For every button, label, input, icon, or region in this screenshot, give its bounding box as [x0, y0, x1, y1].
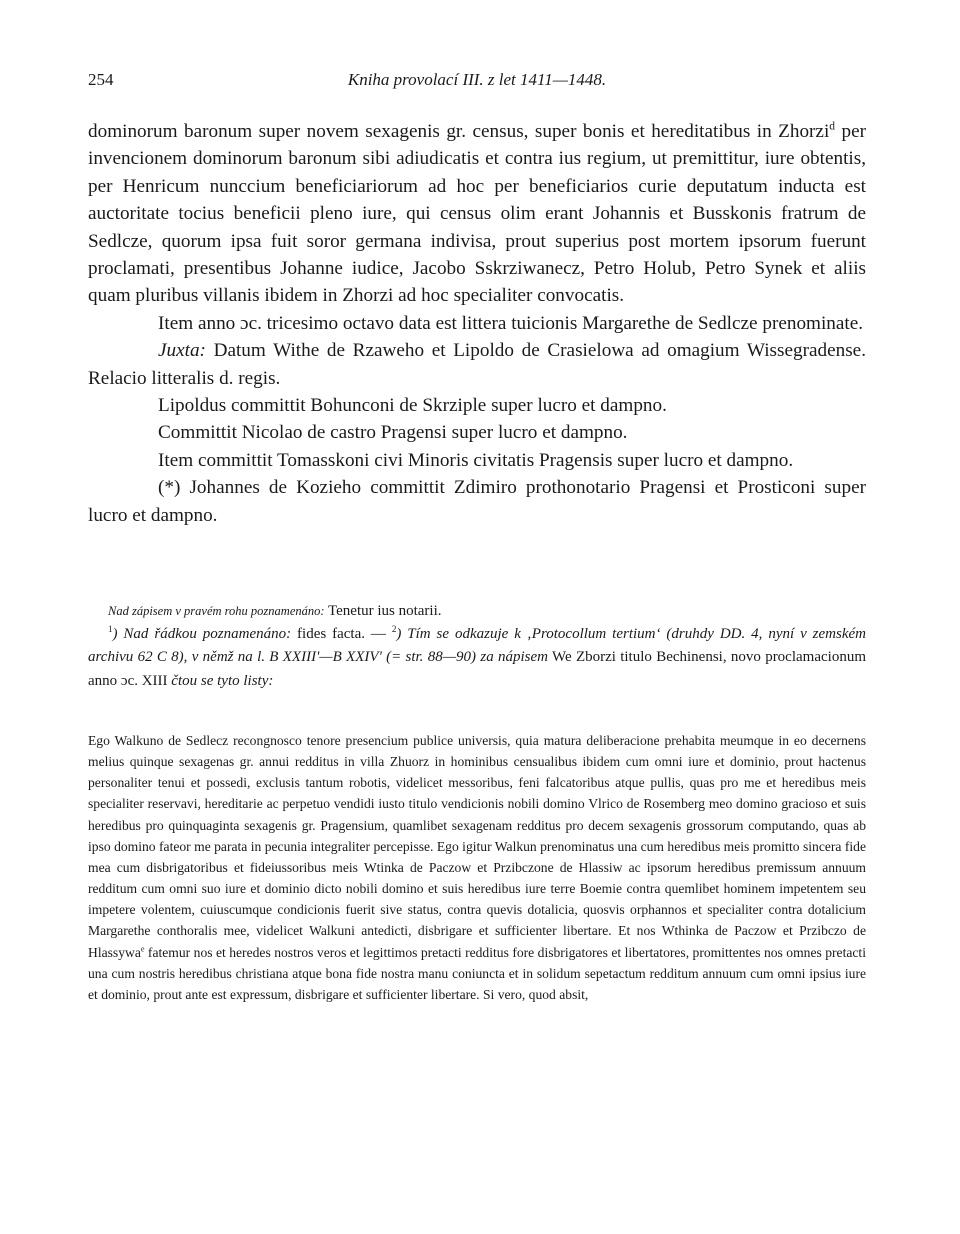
footnote-ref-d: d	[829, 120, 836, 133]
paragraph-2: Item anno ɔc. tricesimo octavo data est littera tuicionis Margarethe de Sedlcze prenominate.	[158, 312, 864, 334]
note-2-label: ) Tím se odkazuje k ‚Protocollum tertium‘ (druhdy DD. 4, nyní v zemském archivu 62 C 8), v němž na l. B XXIII'—B XXIV' (= str. 88—90) za nápisem	[88, 626, 866, 666]
paragraph-1	[88, 118, 866, 310]
charter-text-1: Ego Walkuno de Sedlecz recongnosco tenore presencium publice universis, quia matura deliberacione prehabita meumque in eo decernens melius quinque sexagenas gr. annui redditus in villa Zhuorz in hominibus censualibus ibidem cum omni iure et dominio, prout hactenus personaliter tenui et possedi, exclusis tantum robotis, videlicet messoribus, feni falcatoribus atque pullis, quas pro me et heredibus meis specialiter reservavi, hereditarie ac perpetuo vendidi iusto titulo vendicionis nobili domino Vlrico de Rosemberg meo domino gracioso et suis heredibus pro quinquaginta sexagenis gr. Pragensium, quamlibet sexagenam redditus pro decem sexagenis grossorum computando, quas ab ipso domino fateor me parata in pecunia integraliter percepisse. Ego igitur Walkun prenominatus una cum heredibus meis promitto sincera fide mea cum disbrigatoribus et fideiussoribus meis Wtinka de Paczow et Przibczone de Hlassiw ac ipsorum heredibus premissum annuum redditum cum omni suo iure et dominio dicto nobili domino et suis heredibus iure terre Boemie contra quemlibet hominem impetentem seu impetere volentem, cuiuscumque condicionis fuerit sive status, contra quevis dotalicia, quosvis orphannos et specialiter contra dotalicium Margarethe conthoralis mee, videlicet Walkuni antedicti, disbrigare et sufficienter libertare. Et nos Wthinka de Paczow et Przibczo de Hlassywa	[88, 733, 866, 960]
note-1-text: fides facta. —	[291, 626, 392, 643]
note-1-num: 1	[108, 624, 113, 635]
paragraph-7: (*) Johannes de Kozieho committit Zdimiro prothonotario Pragensi et Prosticoni super lucro et dampno.	[88, 477, 866, 526]
note-1-2	[88, 623, 866, 693]
note-1-label: ) Nad řádkou poznamenáno:	[112, 626, 292, 643]
note-2-text: We Zborzi titulo Bechinensi, novo proclamacionum anno ɔc. XIII	[88, 649, 866, 689]
footnote-ref-e: e	[140, 944, 145, 954]
paragraph-3	[88, 337, 866, 392]
note-0-label: Nad zápisem v pravém rohu poznamenáno:	[108, 604, 325, 618]
paragraph-4: Lipoldus committit Bohunconi de Skrziple super lucro et dampno.	[158, 395, 667, 417]
paragraph-3-text: Datum Withe de Rzaweho et Lipoldo de Crasielowa ad omagium Wissegradense. Relacio litteralis d. regis.	[88, 340, 866, 389]
editor-notes	[88, 600, 866, 693]
running-head: Kniha provolací III. z let 1411—1448.	[347, 70, 607, 89]
note-2-tail: čtou se tyto listy:	[171, 672, 274, 689]
paragraph-1-text: dominorum baronum super novem sexagenis gr. census, super bonis et hereditatibus in Zhorzi	[88, 121, 830, 142]
page-header	[88, 70, 866, 96]
paragraph-1-text-cont: per invencionem dominorum baronum sibi adiudicatis et contra ius regium, ut premittitur, iure obtentis, per Henricum nunccium beneficiariorum ad hoc per beneficiarios curie deputatum inducta est auctoritate tocius beneficii pleno iure, qui census olim erant Johannis et Busskonis fratrum de Sedlcze, quorum ipsa fuit soror germana indivisa, prout superius post mortem ipsorum fuerunt proclamati, presentibus Johanne iudice, Jacobo Sskrziwanecz, Petro Holub, Petro Synek et aliis quam pluribus villanis ibidem in Zhorzi ad hoc specialiter convocatis.	[88, 121, 866, 307]
main-text	[88, 118, 866, 529]
page-number: 254	[88, 70, 114, 89]
note-0	[88, 600, 866, 623]
charter-paragraph	[88, 730, 866, 1005]
note-0-text: Tenetur ius notarii.	[324, 603, 442, 619]
charter-text	[88, 730, 866, 1005]
paragraph-5: Committit Nicolao de castro Pragensi super lucro et dampno.	[158, 422, 628, 444]
juxta-label: Juxta:	[158, 340, 206, 362]
charter-text-2: fatemur nos et heredes nostros veros et legittimos pretacti redditus fore disbrigatores et libertatores, promittentes nos omnes pretacti una cum nostris heredibus christiana atque bona fide nostra manu coniuncta et in solidum sepetactum redditum annuum cum omni ipsius iure et dominio, prout ante est expressum, disbrigare et sufficienter libertare. Si vero, quod absit,	[88, 944, 866, 1002]
paragraph-6: Item committit Tomasskoni civi Minoris civitatis Pragensis super lucro et dampno.	[158, 449, 794, 471]
note-2-num: 2	[391, 624, 397, 635]
